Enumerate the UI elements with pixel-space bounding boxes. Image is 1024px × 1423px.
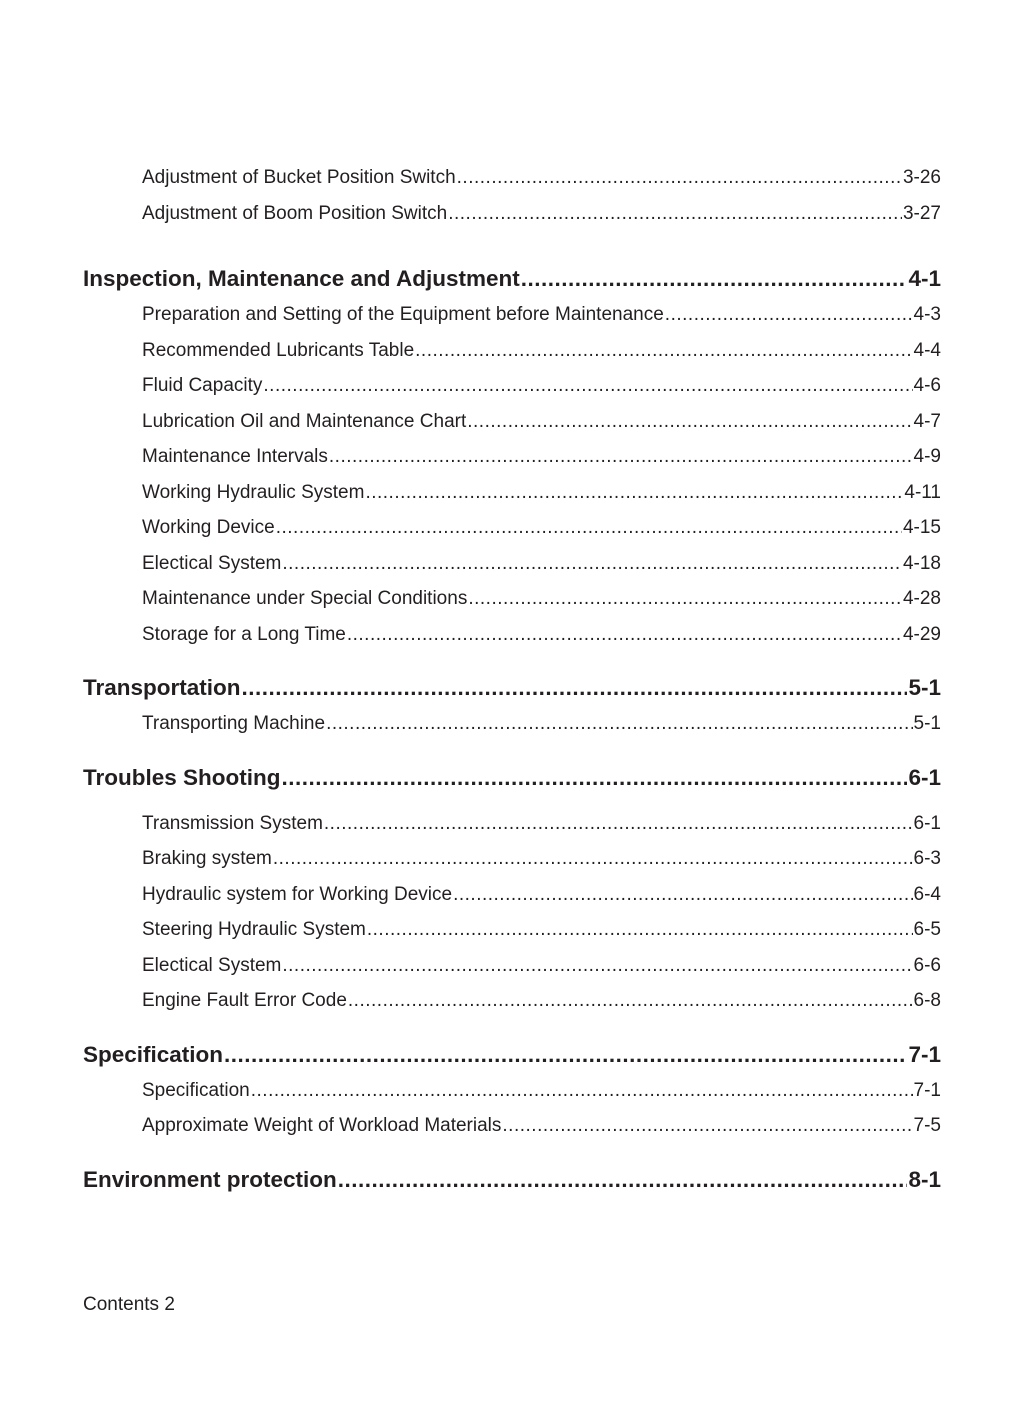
dot-leader bbox=[367, 912, 913, 948]
dot-leader bbox=[282, 760, 908, 796]
toc-entry[interactable] bbox=[83, 706, 941, 742]
toc-section-title: Environment protection bbox=[83, 1166, 337, 1192]
toc-entry-page: 6-8 bbox=[913, 990, 941, 1011]
toc-section-page: 6-1 bbox=[908, 764, 941, 790]
toc-entry[interactable] bbox=[83, 617, 941, 653]
toc-entry-page: 5-1 bbox=[913, 713, 941, 734]
toc-entry-title: Adjustment of Bucket Position Switch bbox=[142, 167, 456, 188]
toc-entry-page: 6-5 bbox=[913, 919, 941, 940]
toc-entry-page: 3-26 bbox=[902, 167, 941, 188]
toc-entry-title: Steering Hydraulic System bbox=[142, 919, 366, 940]
toc-entry-title: Maintenance Intervals bbox=[142, 446, 328, 467]
dot-leader bbox=[415, 333, 912, 369]
table-of-contents bbox=[83, 160, 941, 1198]
toc-entry[interactable] bbox=[83, 546, 941, 582]
toc-section-page: 8-1 bbox=[908, 1166, 941, 1192]
dot-leader bbox=[273, 841, 913, 877]
toc-section[interactable] bbox=[83, 670, 941, 706]
toc-section-title: Inspection, Maintenance and Adjustment bbox=[83, 266, 520, 291]
toc-entry-title: Specification bbox=[142, 1079, 250, 1101]
toc-section-title: Specification bbox=[83, 1041, 224, 1067]
toc-entry[interactable] bbox=[83, 404, 941, 440]
toc-section-page: 4-1 bbox=[908, 266, 941, 291]
toc-entry[interactable] bbox=[83, 841, 941, 877]
dot-leader bbox=[448, 196, 902, 232]
toc-entry-page: 6-4 bbox=[913, 883, 941, 905]
toc-entry-page: 4-18 bbox=[902, 552, 941, 574]
dot-leader bbox=[251, 1073, 913, 1109]
toc-entry-page: 4-15 bbox=[902, 517, 941, 538]
toc-section-page: 7-1 bbox=[908, 1041, 941, 1067]
toc-entry-page: 6-6 bbox=[913, 954, 941, 976]
toc-section-page: 5-1 bbox=[908, 675, 941, 700]
toc-entry-page: 3-27 bbox=[902, 202, 941, 224]
toc-entry-title: Storage for a Long Time bbox=[142, 623, 346, 645]
toc-entry-title: Fluid Capacity bbox=[142, 375, 263, 396]
dot-leader bbox=[467, 404, 912, 440]
toc-entry-title: Preparation and Setting of the Equipment before Maintenance bbox=[142, 304, 664, 325]
toc-entry[interactable] bbox=[83, 1108, 941, 1144]
toc-entry-title: Electical System bbox=[142, 954, 282, 976]
dot-leader bbox=[224, 1037, 907, 1073]
toc-entry-title: Lubrication Oil and Maintenance Chart bbox=[142, 410, 467, 432]
toc-entry[interactable] bbox=[83, 1073, 941, 1109]
toc-entry[interactable] bbox=[83, 333, 941, 369]
toc-entry[interactable] bbox=[83, 297, 941, 333]
dot-leader bbox=[347, 617, 902, 653]
toc-section[interactable] bbox=[83, 760, 941, 796]
toc-entry[interactable] bbox=[83, 983, 941, 1019]
toc-entry-title: Adjustment of Boom Position Switch bbox=[142, 202, 448, 224]
toc-entry[interactable] bbox=[83, 948, 941, 984]
toc-entry-page: 7-1 bbox=[913, 1079, 941, 1101]
toc-entry-page: 4-3 bbox=[913, 304, 941, 325]
dot-leader bbox=[457, 160, 902, 196]
dot-leader bbox=[502, 1108, 912, 1144]
toc-entry-page: 4-4 bbox=[913, 339, 941, 361]
toc-section[interactable] bbox=[83, 1162, 941, 1198]
toc-entry[interactable] bbox=[83, 581, 941, 617]
toc-entry-title: Recommended Lubricants Table bbox=[142, 339, 415, 361]
dot-leader bbox=[338, 1162, 908, 1198]
dot-leader bbox=[324, 806, 913, 842]
toc-entry-page: 6-1 bbox=[913, 812, 941, 834]
toc-entry-title: Working Hydraulic System bbox=[142, 481, 365, 503]
toc-entry-page: 6-3 bbox=[913, 848, 941, 869]
toc-entry-title: Approximate Weight of Workload Materials bbox=[142, 1115, 502, 1136]
toc-entry-title: Electical System bbox=[142, 552, 282, 574]
toc-entry-page: 4-11 bbox=[904, 481, 941, 503]
toc-entry[interactable] bbox=[83, 160, 941, 196]
toc-section-title: Transportation bbox=[83, 675, 241, 700]
toc-entry-page: 7-5 bbox=[913, 1115, 941, 1136]
page-footer: Contents 2 bbox=[83, 1294, 175, 1315]
toc-entry-page: 4-29 bbox=[902, 623, 941, 645]
toc-entry-title: Braking system bbox=[142, 848, 272, 869]
toc-entry-title: Engine Fault Error Code bbox=[142, 990, 347, 1011]
toc-entry[interactable] bbox=[83, 877, 941, 913]
dot-leader bbox=[365, 475, 903, 511]
dot-leader bbox=[348, 983, 913, 1019]
toc-entry-title: Transmission System bbox=[142, 812, 323, 834]
dot-leader bbox=[329, 439, 913, 475]
dot-leader bbox=[326, 706, 912, 742]
dot-leader bbox=[453, 877, 912, 913]
dot-leader bbox=[242, 670, 908, 706]
dot-leader bbox=[282, 948, 912, 984]
toc-entry[interactable] bbox=[83, 475, 941, 511]
toc-entry-page: 4-28 bbox=[902, 588, 941, 609]
toc-entry-title: Working Device bbox=[142, 517, 275, 538]
toc-entry[interactable] bbox=[83, 368, 941, 404]
toc-entry-page: 4-7 bbox=[913, 410, 941, 432]
toc-entry-page: 4-9 bbox=[913, 446, 941, 467]
dot-leader bbox=[263, 368, 912, 404]
toc-entry[interactable] bbox=[83, 196, 941, 232]
toc-section[interactable] bbox=[83, 261, 941, 297]
dot-leader bbox=[665, 297, 913, 333]
toc-entry[interactable] bbox=[83, 439, 941, 475]
toc-entry-title: Hydraulic system for Working Device bbox=[142, 883, 453, 905]
dot-leader bbox=[468, 581, 902, 617]
dot-leader bbox=[282, 546, 902, 582]
toc-entry[interactable] bbox=[83, 912, 941, 948]
toc-entry[interactable] bbox=[83, 806, 941, 842]
toc-entry[interactable] bbox=[83, 510, 941, 546]
dot-leader bbox=[276, 510, 902, 546]
toc-entry-title: Maintenance under Special Conditions bbox=[142, 588, 468, 609]
dot-leader bbox=[521, 261, 908, 297]
toc-section-title: Troubles Shooting bbox=[83, 764, 281, 790]
toc-section[interactable] bbox=[83, 1037, 941, 1073]
toc-entry-page: 4-6 bbox=[913, 375, 941, 396]
toc-entry-title: Transporting Machine bbox=[142, 713, 326, 734]
